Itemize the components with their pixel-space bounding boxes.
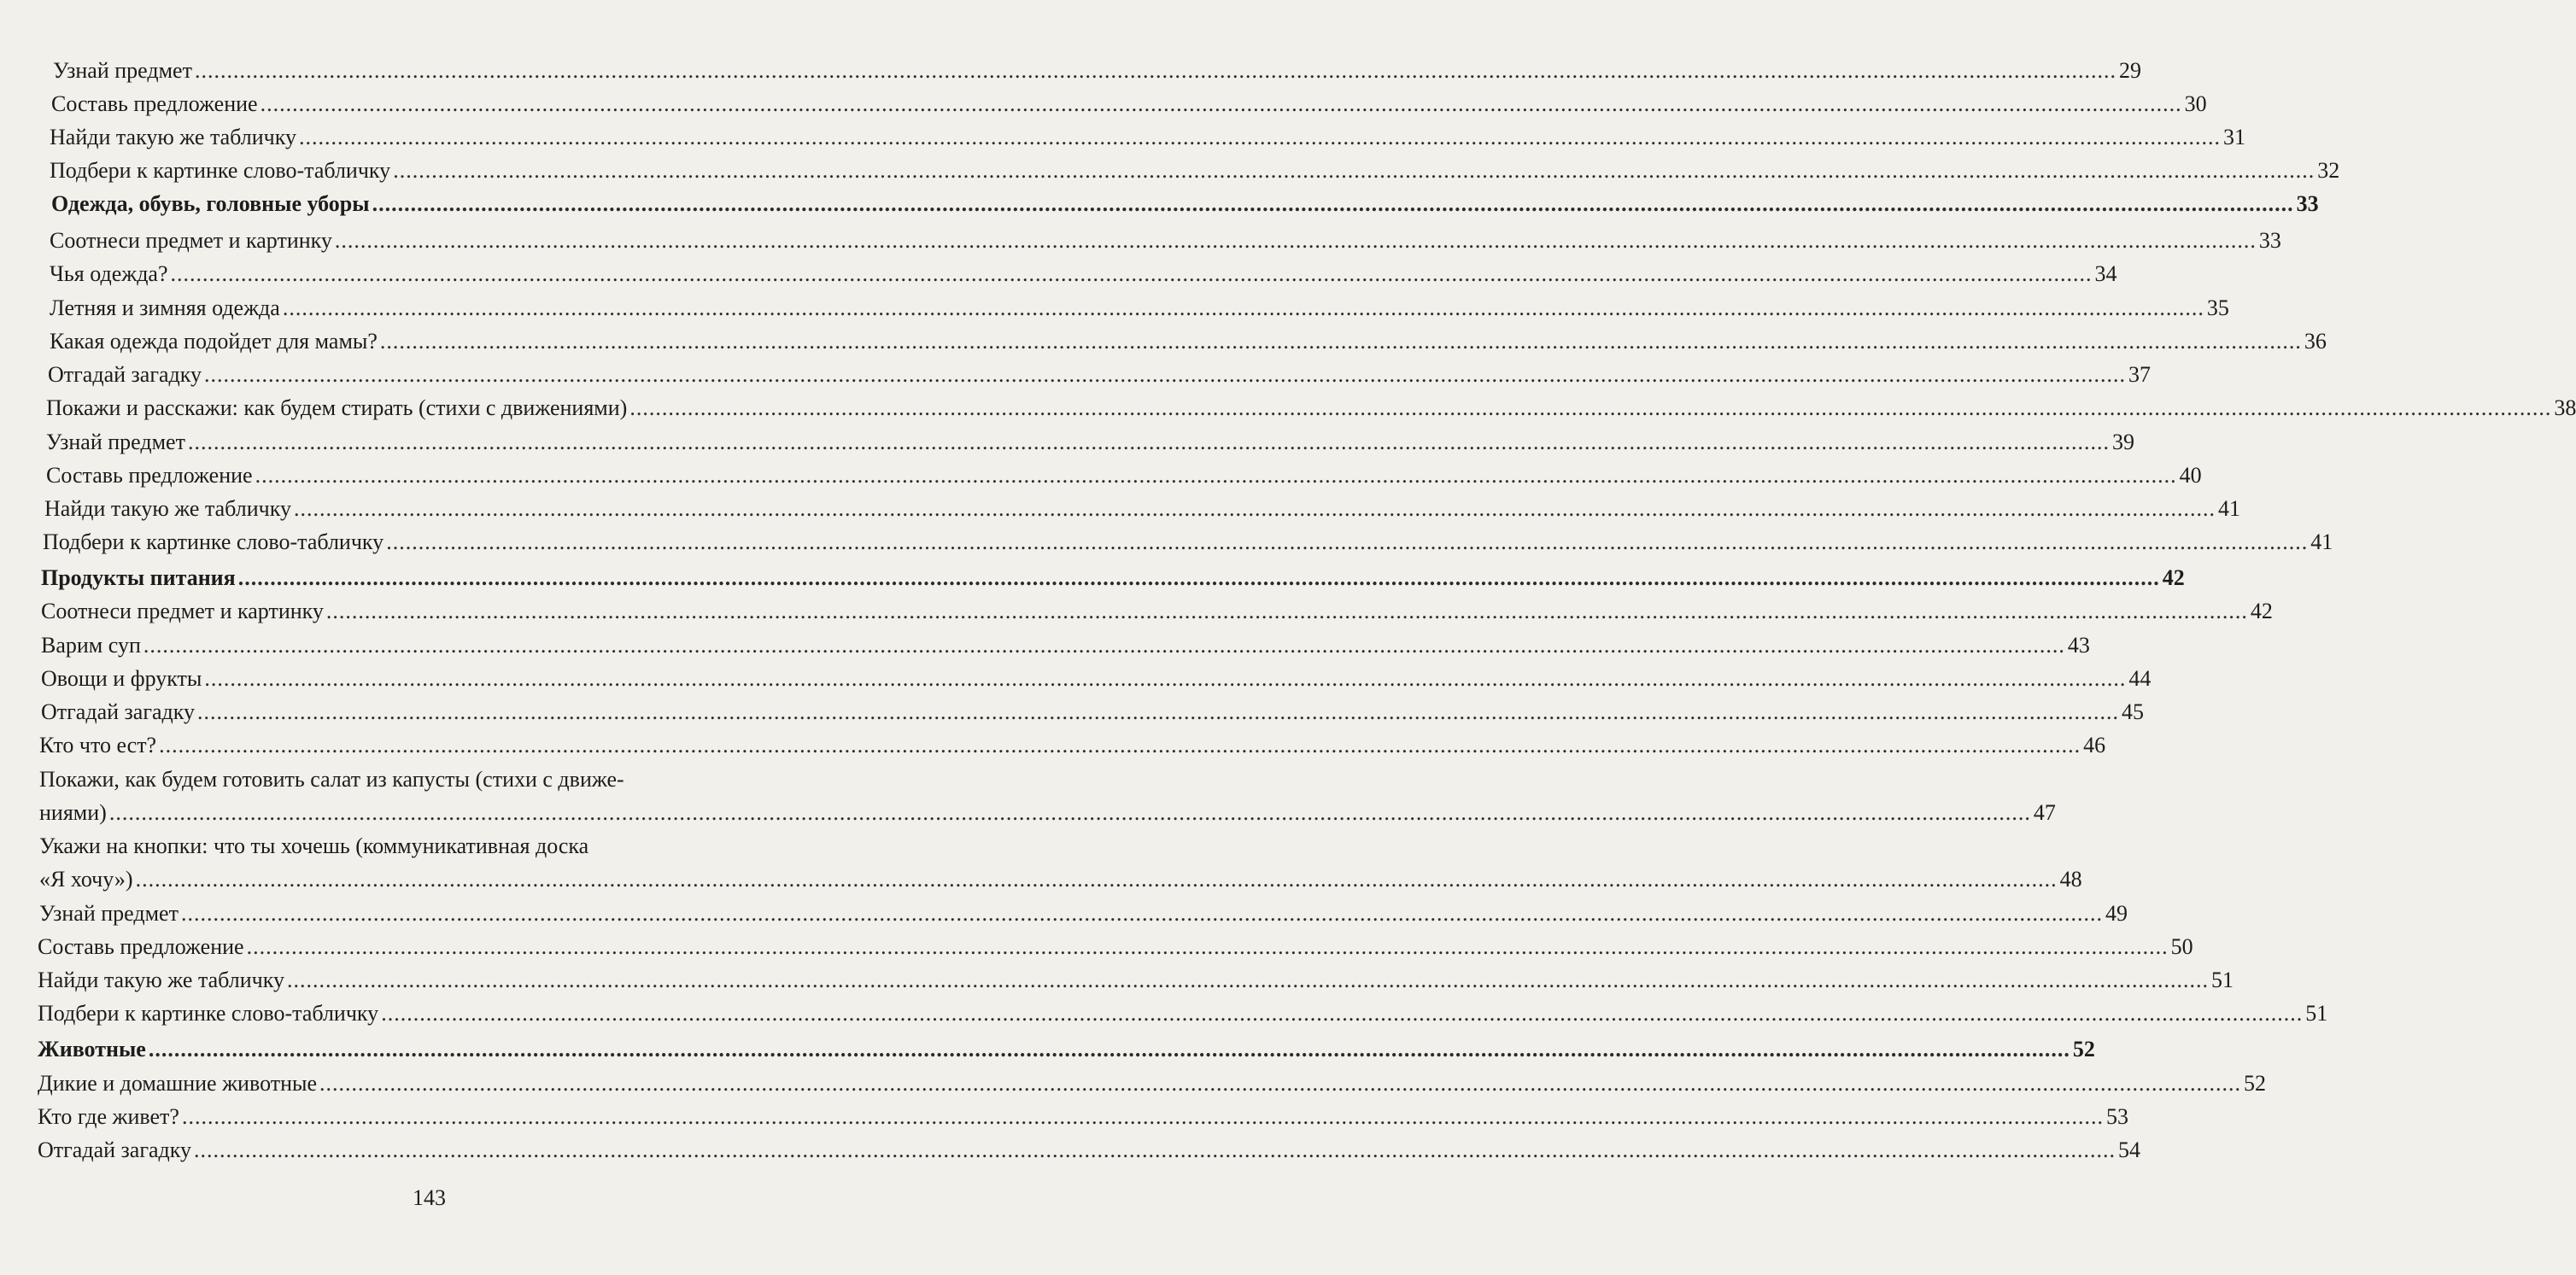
toc-entry-page: 41 <box>2217 496 2240 521</box>
dot-leader: ............................................................................................................................................................................................................................................................................................................ <box>204 666 2127 691</box>
toc-entry <box>50 261 2117 287</box>
toc-entry-page: 52 <box>2244 1071 2267 1096</box>
toc-entry-title: Овощи и фрукты <box>41 666 202 691</box>
toc-entry <box>44 496 2240 522</box>
toc-entry <box>39 867 2082 892</box>
toc-entry-title: Животные <box>38 1037 146 1062</box>
toc-entry <box>39 833 817 859</box>
dot-leader: ............................................................................................................................................................................................................................................................................................................ <box>325 599 2248 623</box>
dot-leader: ............................................................................................................................................................................................................................................................................................................ <box>246 934 2169 959</box>
dot-leader: ............................................................................................................................................................................................................................................................................................................ <box>393 158 2315 183</box>
toc-entry-title: ниями) <box>39 800 107 825</box>
dot-leader: ............................................................................................................................................................................................................................................................................................................ <box>381 1001 2304 1026</box>
toc-entry-page: 41 <box>2310 529 2333 554</box>
toc-entry <box>39 733 2106 758</box>
toc-entry-page: 48 <box>2059 867 2082 892</box>
toc-entry-page: 53 <box>2105 1104 2128 1129</box>
dot-leader: ............................................................................................................................................................................................................................................................................................................ <box>255 463 2177 488</box>
page-number: 143 <box>413 1185 446 1210</box>
toc-entry-page: 33 <box>2296 191 2319 216</box>
toc-entry-title: Летняя и зимняя одежда <box>50 295 280 320</box>
toc-entry-page: 52 <box>2072 1037 2095 1062</box>
toc-entry-title: Составь предложение <box>46 463 253 488</box>
dot-leader: ............................................................................................................................................................................................................................................................................................................ <box>386 529 2309 554</box>
toc-entry-page: 33 <box>2258 228 2281 253</box>
toc-entry-title: Дикие и домашние животные <box>38 1071 318 1096</box>
toc-entry-page: 51 <box>2305 1001 2328 1026</box>
toc-entry-title: Отгадай загадку <box>48 362 202 387</box>
toc-entry-title: Какая одежда подойдет для мамы? <box>50 329 378 354</box>
toc-entry-page: 30 <box>2184 91 2207 116</box>
toc-entry <box>50 125 2245 150</box>
dot-leader: ............................................................................................................................................................................................................................................................................................................ <box>181 1104 2104 1129</box>
toc-entry-title: Подбери к картинке слово-табличку <box>38 1001 379 1026</box>
toc-entry-page: 40 <box>2179 463 2202 488</box>
toc-entry-page: 42 <box>2162 565 2185 590</box>
toc-entry-page: 29 <box>2118 58 2141 83</box>
toc-entry <box>38 1071 2267 1097</box>
dot-leader: ............................................................................................................................................................................................................................................................................................................ <box>629 395 2552 420</box>
dot-leader: ............................................................................................................................................................................................................................................................................................................ <box>197 699 2120 724</box>
toc-entry-title: Найди такую же табличку <box>38 968 284 992</box>
toc-entry-title: Чья одежда? <box>50 261 168 286</box>
toc-entry-title: Подбери к картинке слово-табличку <box>50 158 391 183</box>
dot-leader: ............................................................................................................................................................................................................................................................................................................ <box>372 191 2294 216</box>
dot-leader: ............................................................................................................................................................................................................................................................................................................ <box>237 565 2160 590</box>
toc-entry-title: Кто что ест? <box>39 733 157 757</box>
dot-leader: ............................................................................................................................................................................................................................................................................................................ <box>379 329 2302 354</box>
toc-entry-page: 35 <box>2206 295 2229 320</box>
toc-entry-page: 37 <box>2128 362 2152 387</box>
toc-entry-title: Покажи, как будем готовить салат из капусты (стихи с движе- <box>39 767 624 792</box>
toc-entry-title: Кто где живет? <box>38 1104 179 1129</box>
toc-entry <box>38 1104 2128 1130</box>
dot-leader: ............................................................................................................................................................................................................................................................................................................ <box>135 867 2058 892</box>
toc-entry <box>46 430 2134 455</box>
toc-entry-page: 42 <box>2250 599 2273 623</box>
toc-entry-page: 32 <box>2317 158 2340 183</box>
toc-entry <box>46 463 2202 488</box>
toc-section-heading <box>41 565 2185 591</box>
toc-entry-page: 47 <box>2033 800 2056 825</box>
toc-entry <box>50 228 2281 254</box>
toc-entry <box>39 901 2128 927</box>
dot-leader: ............................................................................................................................................................................................................................................................................................................ <box>298 125 2221 149</box>
toc-entry-title: Отгадай загадку <box>41 699 196 724</box>
dot-leader: ............................................................................................................................................................................................................................................................................................................ <box>187 430 2110 454</box>
dot-leader: ............................................................................................................................................................................................................................................................................................................ <box>282 295 2204 320</box>
toc-entry-page: 34 <box>2094 261 2117 286</box>
toc-entry <box>39 767 817 792</box>
toc-entry <box>38 1001 2328 1026</box>
dot-leader: ............................................................................................................................................................................................................................................................................................................ <box>143 633 2065 658</box>
dot-leader: ............................................................................................................................................................................................................................................................................................................ <box>334 228 2257 253</box>
toc-entry <box>51 91 2207 117</box>
toc-entry <box>41 599 2273 624</box>
toc-entry-page: 46 <box>2083 733 2106 757</box>
toc-entry-title: Одежда, обувь, головные уборы <box>51 191 370 216</box>
toc-entry-title: Укажи на кнопки: что ты хочешь (коммуникативная доска <box>39 833 589 858</box>
toc-entry-title: Покажи и расскажи: как будем стирать (стихи с движениями) <box>46 395 628 420</box>
toc-entry-page: 54 <box>2118 1138 2141 1162</box>
dot-leader: ............................................................................................................................................................................................................................................................................................................ <box>260 91 2182 116</box>
toc-entry-title: Найди такую же табличку <box>44 496 291 521</box>
toc-entry <box>46 395 2576 421</box>
toc-entry <box>41 699 2145 725</box>
toc-entry-title: Соотнеси предмет и картинку <box>50 228 332 253</box>
dot-leader: ............................................................................................................................................................................................................................................................................................................ <box>170 261 2093 286</box>
toc-entry-title: Продукты питания <box>41 565 236 590</box>
toc-entry <box>48 362 2152 388</box>
toc-entry-page: 43 <box>2067 633 2090 658</box>
dot-leader: ............................................................................................................................................................................................................................................................................................................ <box>194 1138 2116 1162</box>
toc-entry <box>50 158 2340 184</box>
dot-leader: ............................................................................................................................................................................................................................................................................................................ <box>204 362 2127 387</box>
toc-entry <box>50 295 2229 321</box>
toc-entry-page: 44 <box>2128 666 2152 691</box>
dot-leader: ............................................................................................................................................................................................................................................................................................................ <box>286 968 2209 992</box>
toc-entry <box>43 529 2333 555</box>
toc-entry <box>41 666 2152 692</box>
toc-entry-title: Узнай предмет <box>46 430 185 454</box>
toc-entry-title: Найди такую же табличку <box>50 125 296 149</box>
toc-entry-title: Подбери к картинке слово-табличку <box>43 529 384 554</box>
toc-entry-title: Варим суп <box>41 633 141 658</box>
toc-entry <box>53 58 2141 84</box>
toc-entry <box>39 800 2056 826</box>
dot-leader: ............................................................................................................................................................................................................................................................................................................ <box>180 901 2103 926</box>
toc-entry-title: Соотнеси предмет и картинку <box>41 599 324 623</box>
toc-entry <box>41 633 2090 658</box>
toc-entry-page: 36 <box>2304 329 2327 354</box>
toc-entry-page: 39 <box>2111 430 2134 454</box>
dot-leader: ............................................................................................................................................................................................................................................................................................................ <box>108 800 2031 825</box>
toc-entry-page: 49 <box>2105 901 2128 926</box>
toc-entry <box>50 329 2327 354</box>
toc-entry-page: 31 <box>2222 125 2245 149</box>
toc-entry <box>38 934 2193 960</box>
toc-entry-title: Отгадай загадку <box>38 1138 192 1162</box>
toc-section-heading <box>51 191 2319 217</box>
toc-entry-page: 50 <box>2170 934 2193 959</box>
toc-entry <box>38 968 2234 993</box>
dot-leader: ............................................................................................................................................................................................................................................................................................................ <box>159 733 2081 757</box>
toc-section-heading <box>38 1037 2095 1062</box>
toc-entry-title: Составь предложение <box>38 934 244 959</box>
toc-entry <box>38 1138 2141 1163</box>
dot-leader: ............................................................................................................................................................................................................................................................................................................ <box>319 1071 2242 1096</box>
toc-entry-title: «Я хочу») <box>39 867 133 892</box>
toc-entry-page: 45 <box>2122 699 2145 724</box>
toc-entry-title: Узнай предмет <box>39 901 179 926</box>
toc-entry-title: Составь предложение <box>51 91 258 116</box>
dot-leader: ............................................................................................................................................................................................................................................................................................................ <box>148 1037 2070 1062</box>
toc-entry-page: 38 <box>2554 395 2576 420</box>
toc-entry-page: 51 <box>2210 968 2234 992</box>
dot-leader: ............................................................................................................................................................................................................................................................................................................ <box>293 496 2216 521</box>
toc-entry-title: Узнай предмет <box>53 58 192 83</box>
dot-leader: ............................................................................................................................................................................................................................................................................................................ <box>194 58 2116 83</box>
